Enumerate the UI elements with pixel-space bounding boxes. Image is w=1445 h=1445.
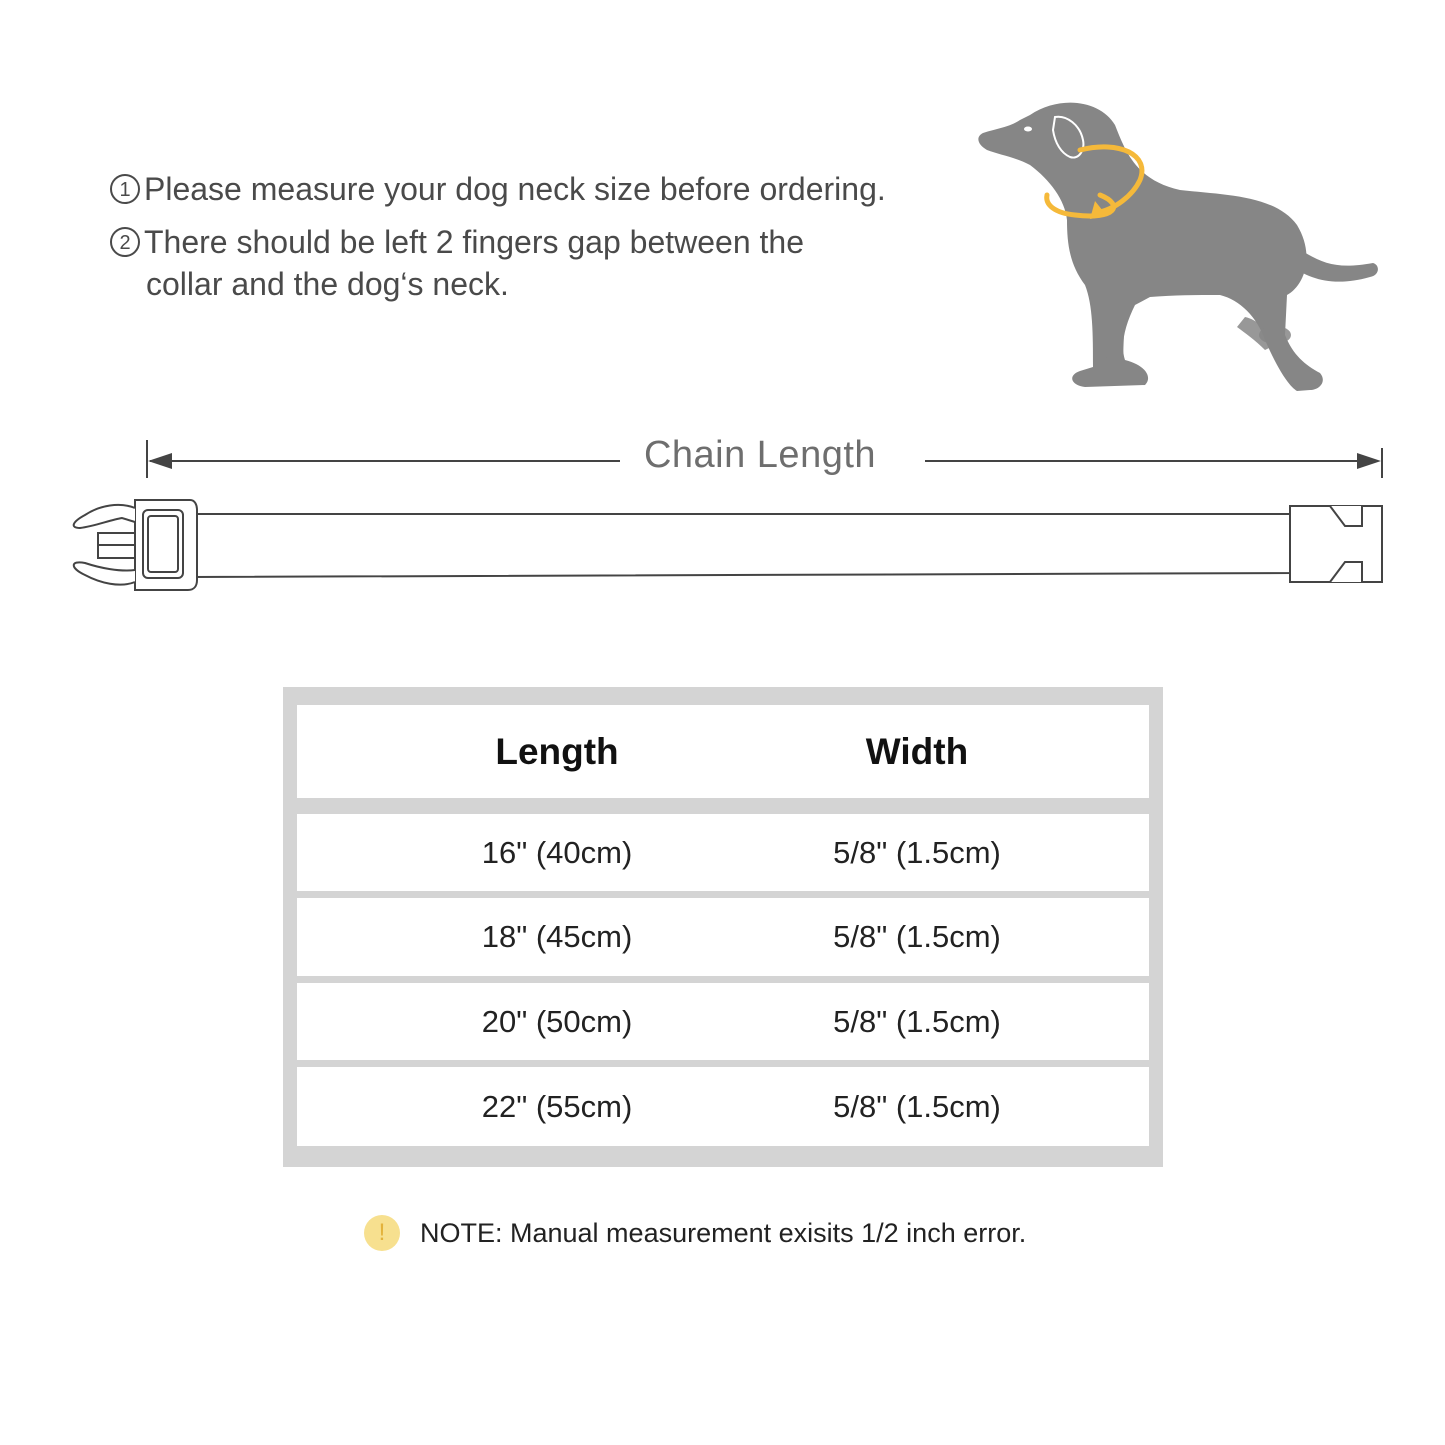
width-cell: 5/8" (1.5cm)	[833, 1088, 1001, 1124]
dog-silhouette-icon	[978, 103, 1378, 391]
arrow-left-icon	[148, 453, 172, 469]
length-cell: 18" (45cm)	[481, 919, 633, 954]
chain-length-label: Chain Length	[643, 434, 877, 476]
table-row	[297, 814, 1149, 891]
step-1-badge: 1	[110, 174, 140, 204]
dog-illustration	[975, 95, 1385, 395]
width-cell: 5/8" (1.5cm)	[833, 919, 1001, 954]
length-cell: 20" (50cm)	[481, 1003, 633, 1039]
female-buckle-icon	[1290, 506, 1382, 582]
header-width: Width	[865, 730, 969, 772]
instruction-2-continued-text: collar and the dog‘s neck.	[146, 266, 509, 302]
instruction-2	[110, 221, 804, 263]
header-length: Length	[495, 730, 619, 772]
length-cell: 22" (55cm)	[481, 1088, 633, 1124]
instruction-2-text: There should be left 2 fingers gap between the	[144, 224, 804, 260]
step-2-badge: 2	[110, 227, 140, 257]
length-cell: 16" (40cm)	[481, 834, 633, 870]
table-row	[297, 1067, 1149, 1146]
collar-strap	[192, 514, 1292, 577]
width-cell: 5/8" (1.5cm)	[833, 1003, 1001, 1039]
note	[364, 1215, 1026, 1251]
arrow-right-icon	[1357, 453, 1381, 469]
instruction-1-text: Please measure your dog neck size before ordering.	[144, 171, 886, 207]
dog-eye-icon	[1024, 127, 1032, 132]
width-cell: 5/8" (1.5cm)	[833, 834, 1001, 870]
table-row	[297, 898, 1149, 976]
instruction-2-continued	[146, 263, 509, 305]
male-buckle-icon	[74, 500, 197, 590]
instruction-1	[110, 168, 886, 210]
table-header-row	[297, 705, 1149, 798]
size-table	[283, 687, 1163, 1167]
note-text: NOTE: Manual measurement exisits 1/2 inch error.	[420, 1217, 1027, 1248]
table-row	[297, 983, 1149, 1060]
warning-icon: !	[364, 1215, 400, 1251]
